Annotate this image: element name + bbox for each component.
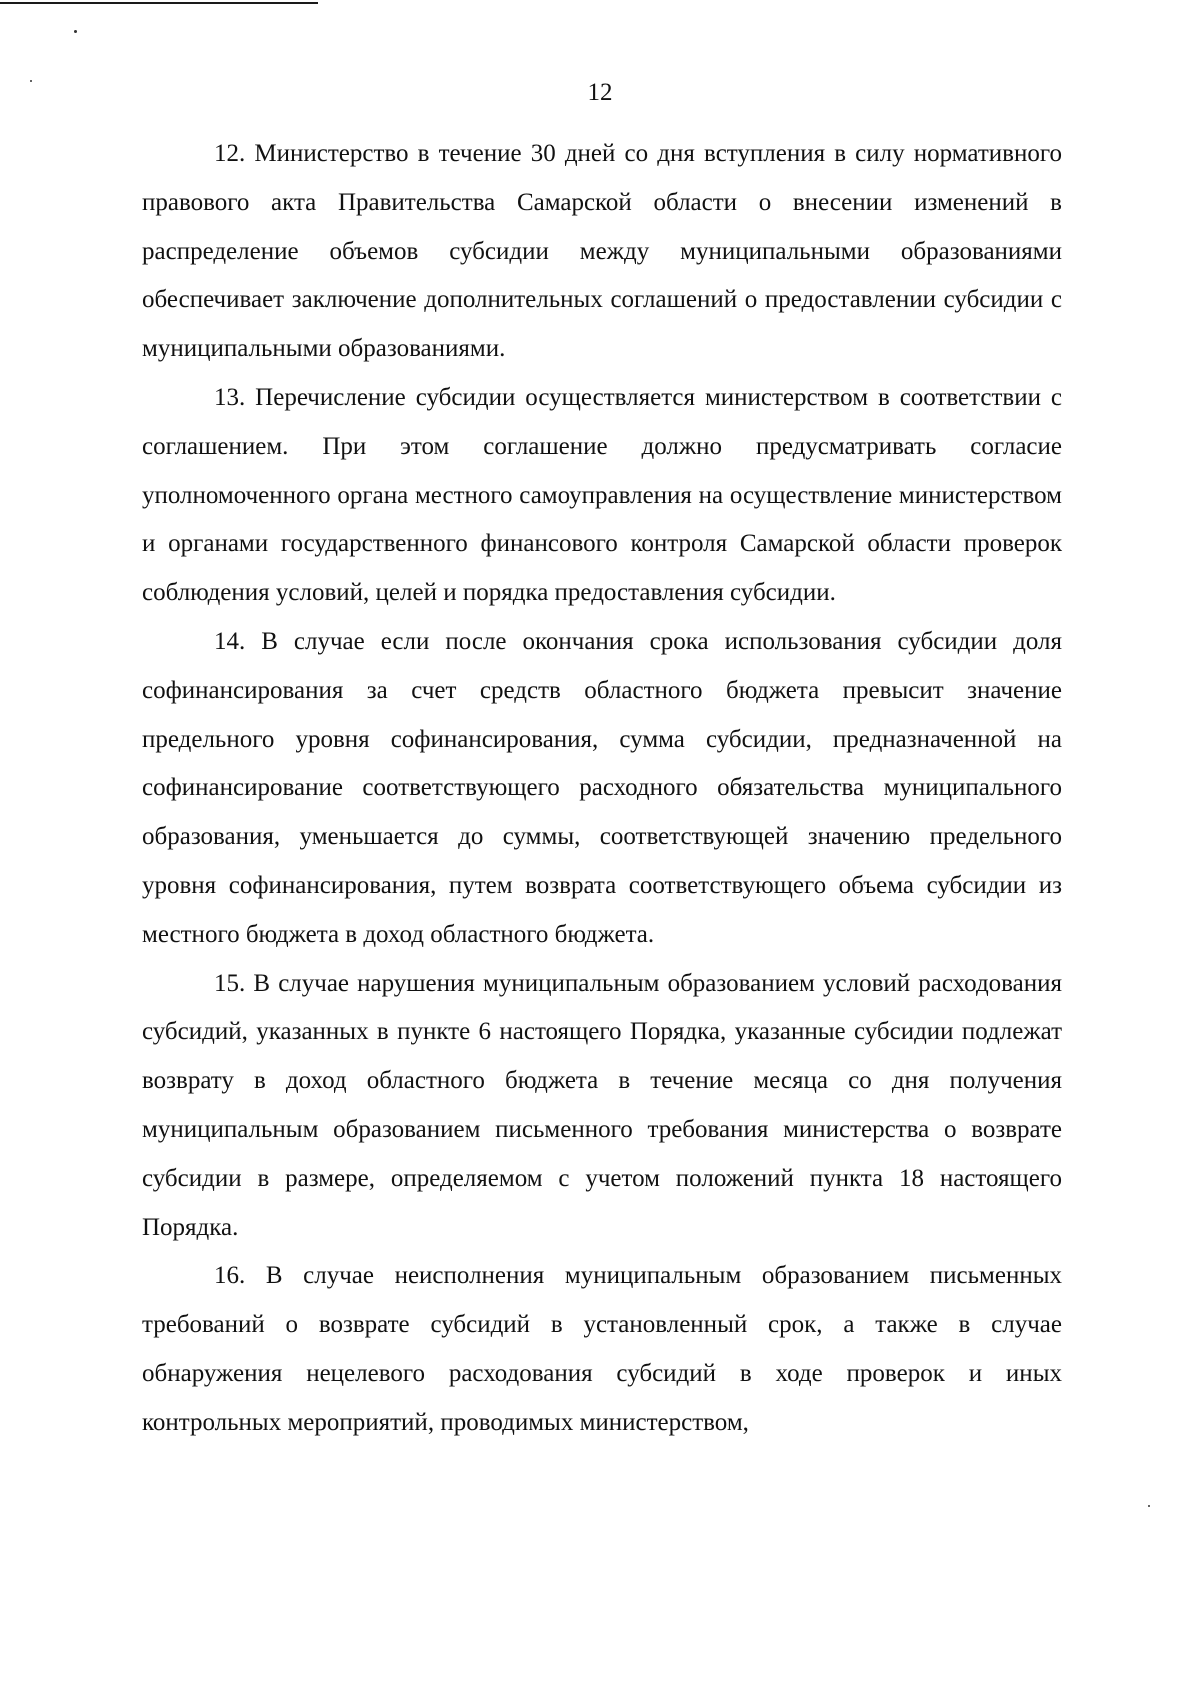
paragraph-14: 14. В случае если после окончания срока использования субсидии доля софинансирования за счет средств областного бюджета превысит значение предельного уровня софинансирования, сумма субсидии, предназначенной на софинансирование соответствующего расходного обязательства муниципального образования, уменьшается до суммы, соответствующей значению предельного уровня софинансирования, путем возврата соответствующего объема субсидии из местного бюджета в доход областного бюджета. <box>142 627 1062 948</box>
document-body <box>142 130 1062 1448</box>
page-number: 12 <box>587 79 613 106</box>
paragraph-15: 15. В случае нарушения муниципальным образованием условий расходования субсидий, указанных в пункте 6 настоящего Порядка, указанные субсидии подлежат возврату в доход областного бюджета в течение месяца со дня получения муниципальным образованием письменного требования министерства о возврате субсидии в размере, определяемом с учетом положений пункта 18 настоящего Порядка. <box>142 969 1062 1241</box>
scan-edge-line <box>0 2 318 4</box>
scan-speck <box>1148 1505 1150 1507</box>
paragraph-16: 16. В случае неисполнения муниципальным образованием письменных требований о возврате субсидий в установленный срок, а также в случае обнаружения нецелевого расходования субсидий в ходе проверок и иных контрольных мероприятий, проводимых министерством, <box>142 1262 1062 1436</box>
paragraph-12: 12. Министерство в течение 30 дней со дня вступления в силу нормативного правового акта Правительства Самарской области о внесении изменений в распределение объемов субсидии между муниципальными образованиями обеспечивает заключение дополнительных соглашений о предоставлении субсидии с муниципальными образованиями. <box>142 140 1062 363</box>
paragraph-13: 13. Перечисление субсидии осуществляется министерством в соответствии с соглашением. При этом соглашение должно предусматривать согласие уполномоченного органа местного самоуправления на осуществление министерством и органами государственного финансового контроля Самарской области проверок соблюдения условий, целей и порядка предоставления субсидии. <box>142 383 1062 607</box>
scan-speck <box>74 30 77 33</box>
